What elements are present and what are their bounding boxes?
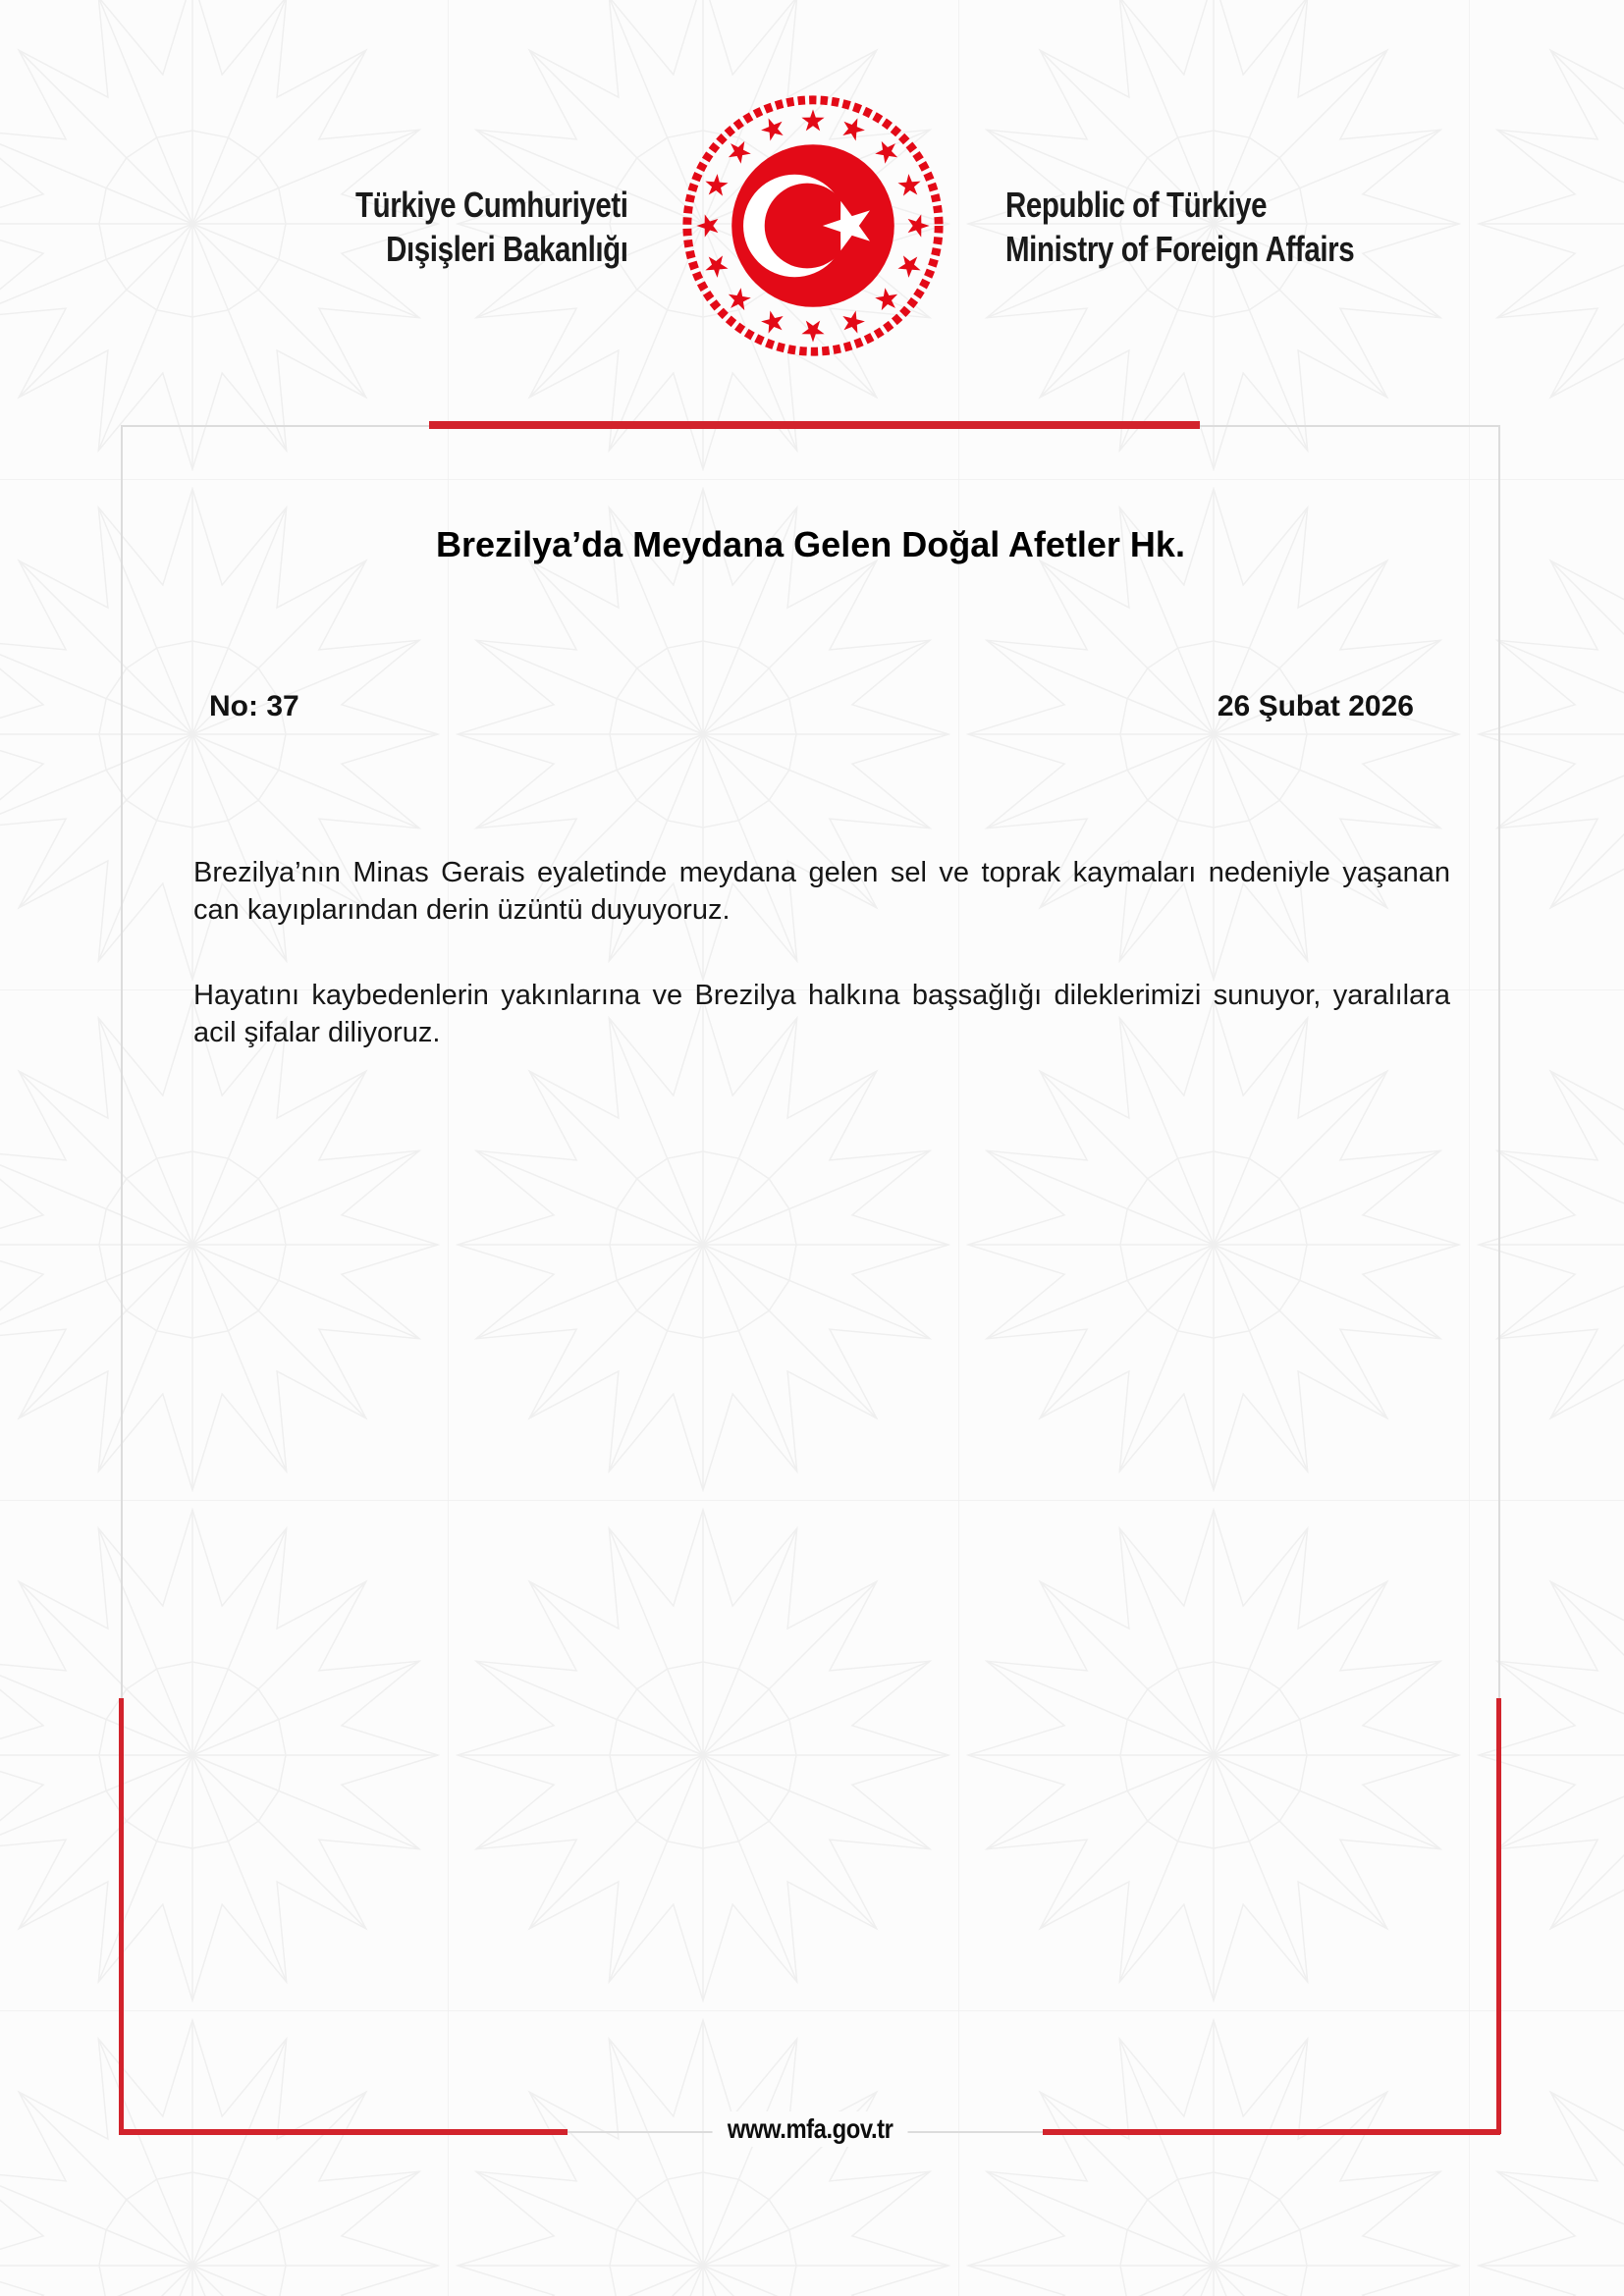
header-turkish-line1: Türkiye Cumhuriyeti [355,185,628,225]
frame-right-red-segment [1496,1698,1501,2134]
press-release-date: 26 Şubat 2026 [1217,690,1414,722]
frame-left-rule [121,425,123,1698]
paragraph-1: Brezilya’nın Minas Gerais eyaletinde meydana gelen sel ve toprak kaymaları nedeniyle yaşanan can kayıplarından derin üzüntü duyuyoruz. [193,857,1450,926]
header-turkish-line2: Dışişleri Bakanlığı [386,229,628,269]
frame-left-red-segment [119,1698,124,2134]
header-english-line1: Republic of Türkiye [1005,185,1268,225]
frame-right-rule [1498,425,1500,1698]
paragraph-2: Hayatını kaybedenlerin yakınlarına ve Brezilya halkına başsağlığı dileklerimizi sunuyor, yaralılara acil şifalar diliyoruz. [193,980,1450,1048]
mfa-emblem-icon [677,90,948,361]
header-title-turkish [355,183,628,271]
press-release-body [193,854,1450,1099]
header-english-line2: Ministry of Foreign Affairs [1005,229,1355,269]
press-release-title: Brezilya’da Meydana Gelen Doğal Afetler Hk. [436,524,1185,564]
footer [121,2111,1500,2147]
frame-top-red-bar [429,421,1200,429]
press-release-number: No: 37 [209,690,299,722]
header-title-english [1005,183,1354,271]
footer-website-url: www.mfa.gov.tr [713,2111,908,2147]
